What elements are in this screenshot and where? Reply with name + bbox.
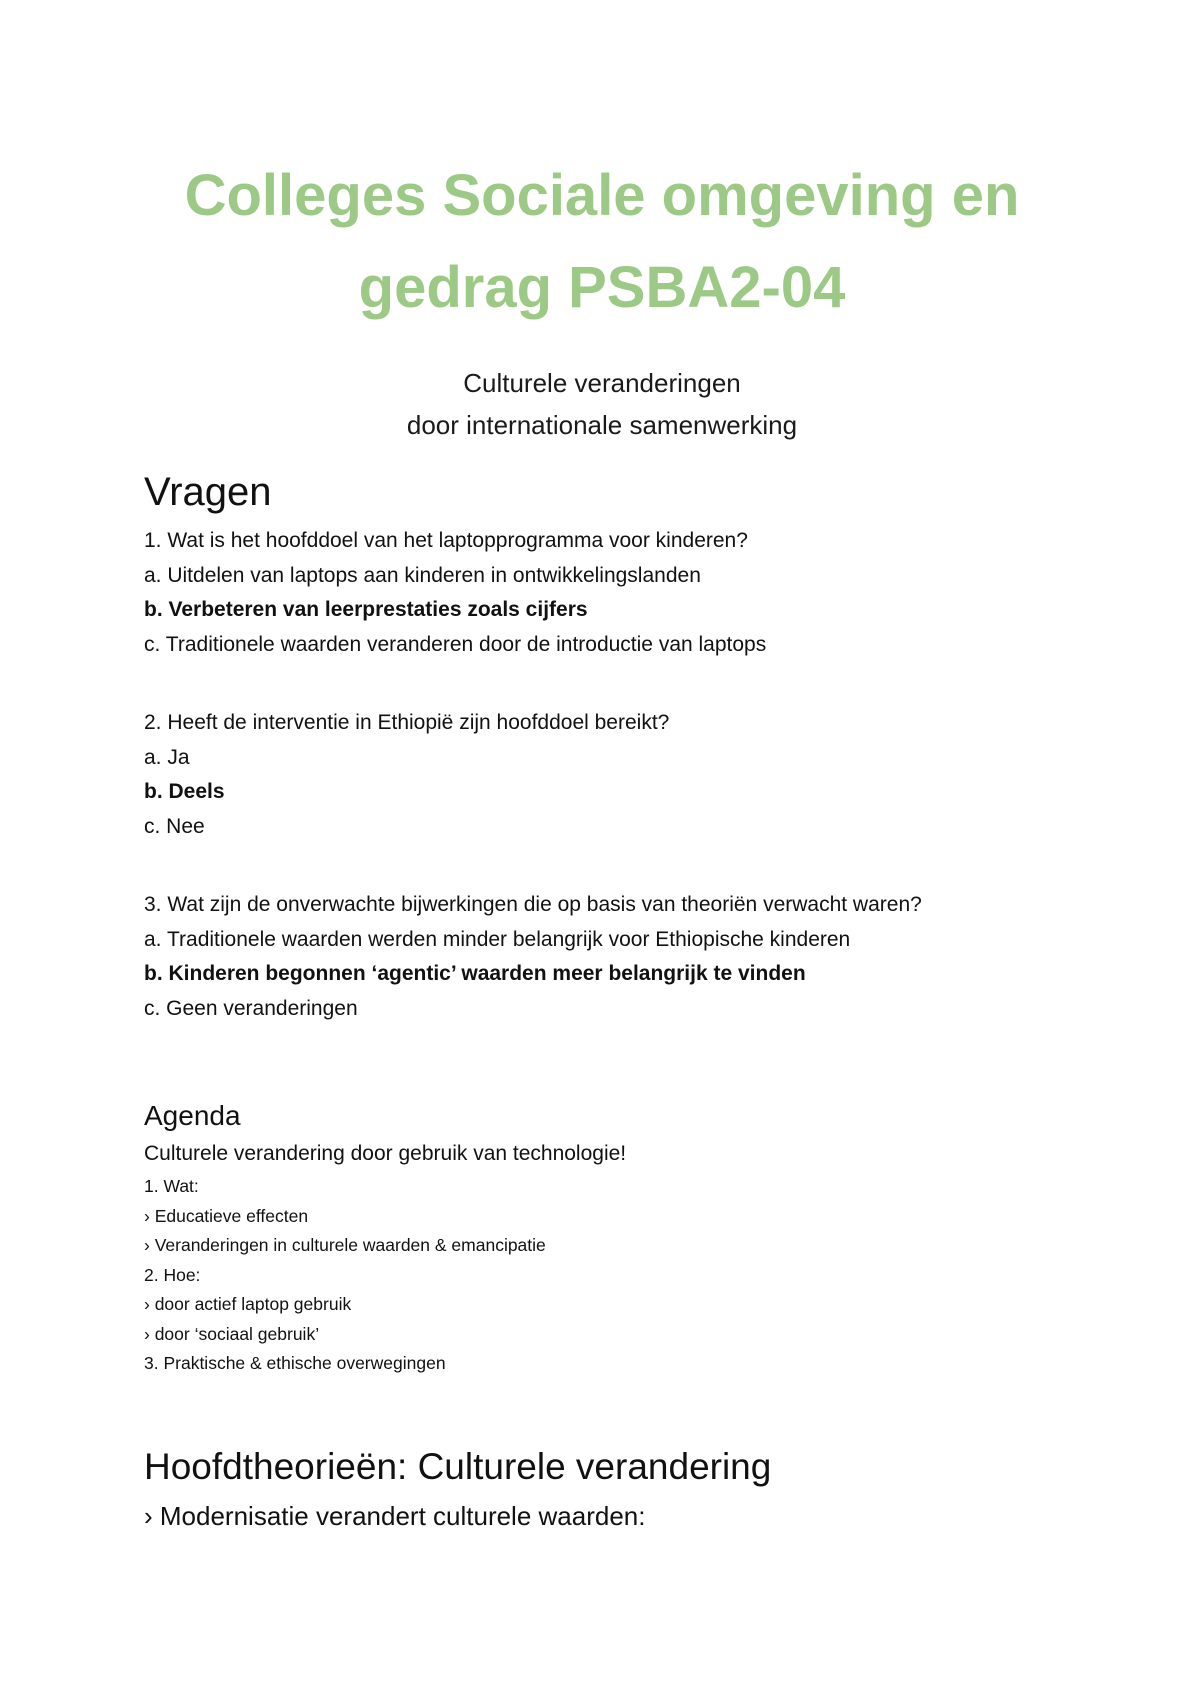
question-1-option-b: b. Verbeteren van leerprestaties zoals cijfers	[144, 598, 588, 621]
main-theory-heading: Hoofdtheorieën: Culturele verandering	[144, 1445, 772, 1487]
main-theory-bullet: › Modernisatie verandert culturele waarden:	[144, 1500, 646, 1531]
question-block-2	[144, 706, 1060, 844]
agenda-item: 3. Praktische & ethische overwegingen	[144, 1353, 446, 1373]
question-3-option-c: c. Geen veranderingen	[144, 996, 358, 1020]
question-2-option-a: a. Ja	[144, 745, 190, 769]
question-2-option-c: c. Nee	[144, 814, 205, 838]
agenda-item: › door actief laptop gebruik	[144, 1294, 352, 1314]
subtitle-line-2: door internationale samenwerking	[406, 410, 798, 440]
document-title	[144, 150, 1060, 334]
agenda-item: 1. Wat:	[144, 1176, 199, 1196]
question-3: 3. Wat zijn de onverwachte bijwerkingen die op basis van theoriën verwacht waren?	[144, 893, 922, 916]
agenda-item: 2. Hoe:	[144, 1264, 201, 1285]
question-2: 2. Heeft de interventie in Ethiopië zijn hoofddoel bereikt?	[144, 711, 670, 734]
title-line-2: gedrag PSBA2-04	[358, 255, 846, 320]
agenda-item: › door ‘sociaal gebruik’	[144, 1323, 320, 1344]
agenda-item: › Educatieve effecten	[144, 1205, 309, 1226]
question-3-option-a: a. Traditionele waarden werden minder belangrijk voor Ethiopische kinderen	[144, 927, 851, 951]
agenda-item: › Veranderingen in culturele waarden & emancipatie	[144, 1235, 546, 1255]
question-1: 1. Wat is het hoofddoel van het laptopprogramma voor kinderen?	[144, 529, 748, 552]
question-block-1	[144, 524, 1060, 662]
title-line-1: Colleges Sociale omgeving en	[184, 163, 1020, 228]
question-1-option-c: c. Traditionele waarden veranderen door de introductie van laptops	[144, 632, 767, 656]
question-block-3	[144, 888, 1060, 1026]
agenda-lead: Culturele verandering door gebruik van technologie!	[144, 1142, 627, 1165]
vragen-heading: Vragen	[144, 470, 272, 514]
agenda-heading: Agenda	[144, 1100, 241, 1131]
agenda-list	[144, 1172, 1060, 1379]
subtitle-line-1: Culturele veranderingen	[463, 368, 741, 398]
question-3-option-b: b. Kinderen begonnen ‘agentic’ waarden meer belangrijk te vinden	[144, 962, 806, 985]
question-2-option-b: b. Deels	[144, 780, 225, 803]
question-1-option-a: a. Uitdelen van laptops aan kinderen in ontwikkelingslanden	[144, 563, 701, 587]
